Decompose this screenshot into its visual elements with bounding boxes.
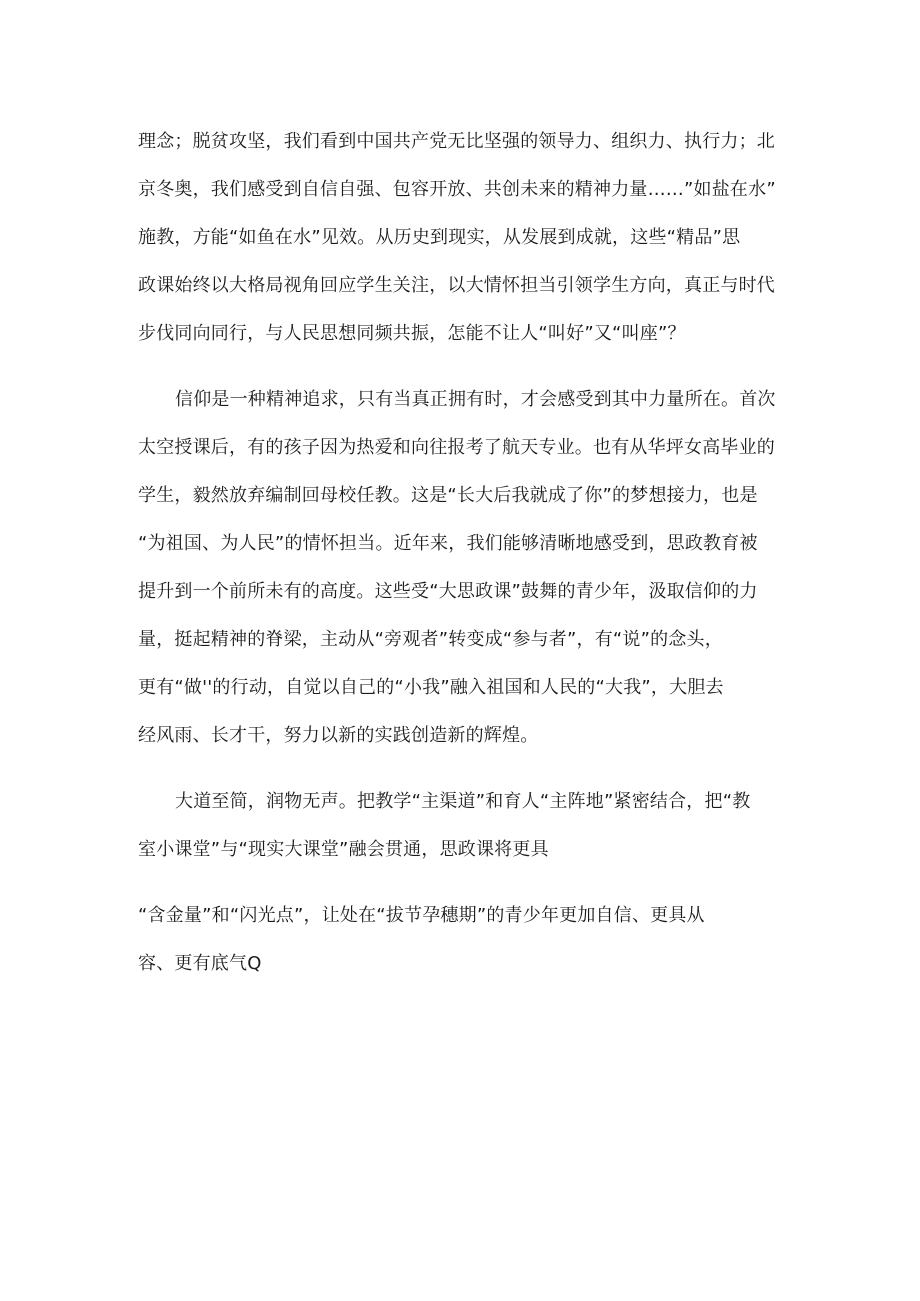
paragraph-4-line-1: “含金量”和“闪光点”，让处在“拔节孕穗期”的青少年更加自信、更具从 [138,905,705,926]
paragraph-2-line-6: 量，挺起精神的脊梁，主动从“旁观者”转变成“参与者”，有“说”的念头， [138,629,723,650]
paragraph-4-line-2: 容、更有底气Q [138,953,262,974]
paragraph-3-line-1: 大道至简，润物无声。把教学“主渠道”和育人“主阵地”紧密结合，把“教 [175,791,751,812]
paragraph-2-line-4: “为祖国、为人民”的情怀担当。近年来，我们能够清晰地感受到，思政教育被 [138,533,758,554]
paragraph-2-line-7: 更有“做''的行动，自觉以自己的“小我”融入祖国和人民的“大我”，大胆去 [138,677,724,698]
paragraph-2-line-2: 太空授课后，有的孩子因为热爱和向往报考了航天专业。也有从华坪女高毕业的 [138,437,775,458]
paragraph-1-line-1: 理念；脱贫攻坚，我们看到中国共产党无比坚强的领导力、组织力、执行力；北 [138,131,775,152]
paragraph-1-line-2: 京冬奥，我们感受到自信自强、包容开放、共创未来的精神力量……”如盐在水” [138,179,776,200]
paragraph-3-line-2: 室小课堂”与“现实大课堂”融会贯通，思政课将更具 [138,839,549,860]
paragraph-1-line-4: 政课始终以大格局视角回应学生关注，以大情怀担当引领学生方向，真正与时代 [138,275,775,296]
paragraph-2-line-3: 学生，毅然放弃编制回母校任教。这是“长大后我就成了你”的梦想接力，也是 [138,485,758,506]
paragraph-2-line-1: 信仰是一种精神追求，只有当真正拥有时，才会感受到其中力量所在。首次 [175,389,776,410]
paragraph-2-line-8: 经风雨、长才干，努力以新的实践创造新的辉煌。 [138,725,539,746]
paragraph-1-line-5: 步伐同向同行，与人民思想同频共振，怎能不让人“叫好”又“叫座”？ [138,323,686,344]
paragraph-2-line-5: 提升到一个前所未有的高度。这些受“大思政课”鼓舞的青少年，汲取信仰的力 [138,581,758,602]
paragraph-1-line-3: 施教，方能“如鱼在水”见效。从历史到现实，从发展到成就，这些“精品”思 [138,227,741,248]
